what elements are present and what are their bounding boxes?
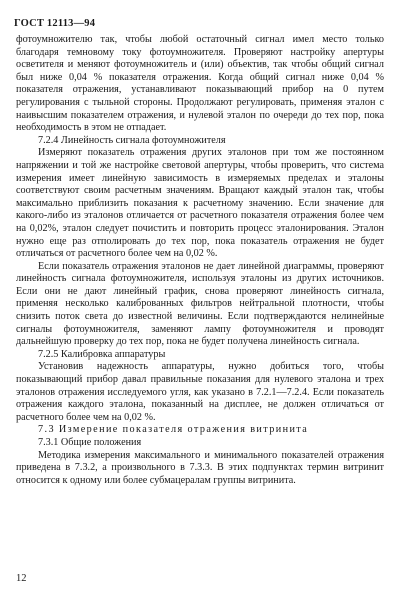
paragraph-nonlinear-diagram: Если показатель отражения эталонов не дает линейной диаграммы, проверяют линейность сигнала фотоумножителя, используя эталоны из других источников. Если они не дают линейный график, снова проверяют линейность сигнала, применяя несколько калиброванных фильтров нейтральной плотности, чтобы снизить поток света до известной величины. Если подтверждаются нелинейные сигналы фотоумножителя, заменяют лампу фотоумножителя и проводят дальнейшую проверку до тех пор, пока не будет получена линейность сигнала. <box>16 260 384 348</box>
paragraph-calibration: Установив надежность аппаратуры, нужно добиться того, чтобы показывающий прибор давал правильные показания для нулевого эталона и трех эталонов отражения исследуемого угля, как указано в 7.2.1—7.2.4. Если показатель отражения каждого эталона, показанный на дисплее, не должен отличаться от расчетного более чем на 0,02 %. <box>16 361 384 423</box>
page-number: 12 <box>16 573 27 584</box>
section-heading-7-2-4: 7.2.4 Линейность сигнала фотоумножителя <box>38 134 226 146</box>
section-heading-7-3: 7.3 Измерение показателя отражения витринита <box>38 424 309 436</box>
section-heading-7-3-1: 7.3.1 Общие положения <box>38 437 142 448</box>
document-header: ГОСТ 12113—94 <box>14 18 96 29</box>
paragraph-linearity-check: Измеряют показатель отражения других эталонов при том же постоянном напряжении и той же настройке световой апертуры, чтобы проверить, что система измерения имеет линейную зависимость в измеряемых пределах и эталоны соответствуют своим расчетным значениям. Вращают каждый эталон так, чтобы максимально приблизить показания к расчетному значению. Если значение для какого-либо из эталонов отличается от расчетного показателя отражения более чем на 0,02%, эталон следует почистить и повторить процесс эталонирования. Эталон нужно еще раз отполировать до тех пор, пока показатель отражения не будет отличаться от расчетного более чем на 0,02 %. <box>16 147 384 260</box>
document-body <box>16 34 384 487</box>
paragraph-general-provisions: Методика измерения максимального и минимального показателей отражения приведена в 7.3.2, а произвольного в 7.3.3. В этих подпунктах термин витринит относится к одному или более субмацералам группы витринита. <box>16 449 384 486</box>
paragraph-continuation: фотоумножителю так, чтобы любой остаточный сигнал имел место только благодаря темновому току фотоумножителя. Проверяют настройку апертуры осветителя и меняют фотоумножитель и (или) объектив, так чтобы общий сигнал был ниже 0,04 % показателя отражения. Когда общий сигнал ниже 0,04 % показателя отражения, устанавливают показывающий прибор на 0 путем регулирования с тыльной стороны. Продолжают регулировать, применяя эталон с наивысшим показателем отражения, и нулевой эталон по очереди до тех пор, пока необходимость в этом не отпадает. <box>16 34 384 134</box>
section-heading-7-2-5: 7.2.5 Калибровка аппаратуры <box>38 348 166 360</box>
